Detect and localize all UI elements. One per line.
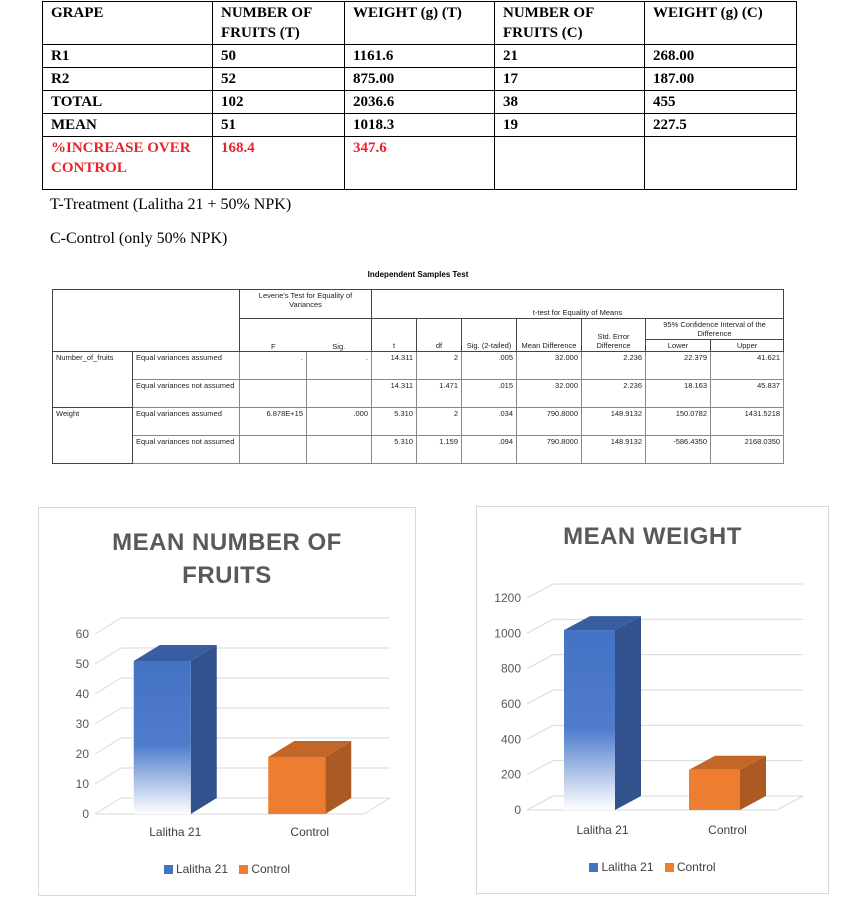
table-cell: 5.310 xyxy=(372,408,417,436)
table-cell: 18.163 xyxy=(646,380,711,408)
grape-table xyxy=(42,1,797,190)
bar xyxy=(689,770,740,810)
col-header: df xyxy=(417,319,462,352)
legend-swatch xyxy=(589,863,598,872)
col-header: Sig. xyxy=(332,342,346,351)
table-cell: . xyxy=(240,352,307,380)
x-tick-label: Control xyxy=(290,825,330,839)
table-cell: . xyxy=(307,352,372,380)
row-label: Equal variances not assumed xyxy=(133,436,240,464)
table-cell: 2 xyxy=(417,408,462,436)
grid-line-diagonal xyxy=(527,690,553,704)
chart-title: MEAN WEIGHT xyxy=(563,523,742,550)
table-cell: 50 xyxy=(213,45,345,68)
bar-side xyxy=(191,645,217,814)
table-cell: 455 xyxy=(645,91,797,114)
group-label: Weight xyxy=(53,408,133,464)
table-cell: 268.00 xyxy=(645,45,797,68)
table-cell xyxy=(645,137,797,190)
table-cell: 21 xyxy=(495,45,645,68)
x-tick-label: Control xyxy=(708,823,747,837)
table-cell: 41.621 xyxy=(711,352,784,380)
col-header: Upper xyxy=(711,340,784,352)
table-cell xyxy=(495,137,645,190)
col-header: Std. Error Difference xyxy=(582,319,646,352)
table-cell: .005 xyxy=(462,352,517,380)
increase-row xyxy=(43,137,797,190)
x-tick-label: Lalitha 21 xyxy=(576,823,629,837)
table-cell: .094 xyxy=(462,436,517,464)
table-cell: 2168.0350 xyxy=(711,436,784,464)
control-note: C-Control (only 50% NPK) xyxy=(50,230,228,247)
independent-samples-test-table xyxy=(52,289,784,464)
y-tick-label: 50 xyxy=(75,657,89,671)
table-cell: 1.471 xyxy=(417,380,462,408)
table-row xyxy=(43,114,797,137)
table-cell: 32.000 xyxy=(517,380,582,408)
chart-legend xyxy=(477,860,828,874)
table-cell: 790.8000 xyxy=(517,408,582,436)
col-header: t xyxy=(372,319,417,352)
y-tick-label: 30 xyxy=(75,717,89,731)
col-header: F xyxy=(270,342,276,351)
table-cell: 227.5 xyxy=(645,114,797,137)
table-cell: MEAN xyxy=(43,114,213,137)
table-cell: 2.236 xyxy=(582,352,646,380)
bar xyxy=(134,661,191,814)
col-header: Mean Difference xyxy=(517,319,582,352)
legend-label: Lalitha 21 xyxy=(601,860,654,874)
table-row xyxy=(53,408,784,436)
y-tick-label: 40 xyxy=(75,687,89,701)
legend-swatch xyxy=(164,865,173,874)
table-cell: 17 xyxy=(495,68,645,91)
x-tick-label: Lalitha 21 xyxy=(149,825,202,839)
col-header: Lower xyxy=(646,340,711,352)
table-cell: 2 xyxy=(417,352,462,380)
table-cell: 148.9132 xyxy=(582,436,646,464)
table-cell: 19 xyxy=(495,114,645,137)
y-tick-label: 800 xyxy=(500,661,521,676)
grid-line-diagonal xyxy=(95,648,121,664)
table-cell: 6.878E+15 xyxy=(240,408,307,436)
legend-label: Control xyxy=(676,860,716,874)
increase-value: 168.4 xyxy=(213,137,345,190)
floor-line xyxy=(364,798,390,814)
table-cell: 14.311 xyxy=(372,380,417,408)
grid-line-diagonal xyxy=(95,618,121,634)
table-header-row xyxy=(43,2,797,45)
bar-side xyxy=(615,616,641,810)
table-cell: 52 xyxy=(213,68,345,91)
table-cell: R1 xyxy=(43,45,213,68)
treatment-note: T-Treatment (Lalitha 21 + 50% NPK) xyxy=(50,196,292,213)
table-cell: R2 xyxy=(43,68,213,91)
chart-legend xyxy=(39,862,415,876)
levene-header: Levene's Test for Equality of Variances xyxy=(240,290,372,319)
floor-line xyxy=(777,796,803,810)
legend-item xyxy=(164,862,228,876)
grid-line-diagonal xyxy=(527,655,553,669)
row-label: Equal variances assumed xyxy=(133,408,240,436)
y-tick-label: 0 xyxy=(82,807,89,821)
table-cell: .015 xyxy=(462,380,517,408)
table-cell: 790.8000 xyxy=(517,436,582,464)
ttest-header: t-test for Equality of Means xyxy=(372,290,784,319)
y-tick-label: 60 xyxy=(75,627,89,641)
table-row xyxy=(53,380,784,408)
grid-line-diagonal xyxy=(95,678,121,694)
table-cell: -586.4350 xyxy=(646,436,711,464)
table-cell: 2036.6 xyxy=(345,91,495,114)
y-tick-label: 200 xyxy=(500,767,521,782)
header-cell: NUMBER OF FRUITS (C) xyxy=(495,2,645,45)
col-header: Sig. (2-tailed) xyxy=(462,319,517,352)
spss-corner xyxy=(53,290,240,352)
mean-weight-plot xyxy=(477,507,828,893)
chart-title: MEAN NUMBER OF FRUITS xyxy=(112,529,342,589)
grid-line-diagonal xyxy=(527,725,553,739)
table-cell: 1.159 xyxy=(417,436,462,464)
spss-title: Independent Samples Test xyxy=(367,270,469,279)
legend-swatch xyxy=(239,865,248,874)
table-row xyxy=(43,91,797,114)
table-cell: 102 xyxy=(213,91,345,114)
table-cell: 148.9132 xyxy=(582,408,646,436)
y-tick-label: 20 xyxy=(75,747,89,761)
table-cell xyxy=(240,436,307,464)
legend-label: Control xyxy=(251,862,291,876)
row-label: Equal variances assumed xyxy=(133,352,240,380)
y-tick-label: 1000 xyxy=(494,626,521,641)
table-cell: 1018.3 xyxy=(345,114,495,137)
table-cell: 5.310 xyxy=(372,436,417,464)
row-label: Equal variances not assumed xyxy=(133,380,240,408)
table-cell: 875.00 xyxy=(345,68,495,91)
header-cell: GRAPE xyxy=(43,2,213,45)
table-cell: 1431.5218 xyxy=(711,408,784,436)
grid-line-diagonal xyxy=(527,584,553,598)
table-cell: 22.379 xyxy=(646,352,711,380)
table-row xyxy=(43,68,797,91)
table-row xyxy=(43,45,797,68)
bar xyxy=(268,757,325,814)
mean-weight-chart xyxy=(476,506,829,894)
table-row xyxy=(53,352,784,380)
header-cell: NUMBER OF FRUITS (T) xyxy=(213,2,345,45)
y-tick-label: 1200 xyxy=(494,591,521,605)
legend-swatch xyxy=(665,863,674,872)
legend-label: Lalitha 21 xyxy=(175,862,228,876)
table-cell xyxy=(307,436,372,464)
table-cell xyxy=(307,380,372,408)
grid-line-diagonal xyxy=(527,619,553,633)
grid-line-diagonal xyxy=(527,761,553,775)
table-cell: 38 xyxy=(495,91,645,114)
table-cell: 51 xyxy=(213,114,345,137)
table-cell: 187.00 xyxy=(645,68,797,91)
y-tick-label: 0 xyxy=(514,803,521,817)
table-cell: .034 xyxy=(462,408,517,436)
y-tick-label: 400 xyxy=(500,732,521,747)
table-cell: 45.837 xyxy=(711,380,784,408)
legend-item xyxy=(665,860,716,874)
grid-line-diagonal xyxy=(95,768,121,784)
grid-line-diagonal xyxy=(95,738,121,754)
ci-header: 95% Confidence Interval of the Difference xyxy=(646,319,784,340)
group-label: Number_of_fruits xyxy=(53,352,133,408)
grid-line-diagonal xyxy=(527,796,553,810)
increase-label: %INCREASE OVER CONTROL xyxy=(43,137,213,190)
table-cell: .000 xyxy=(307,408,372,436)
table-cell: 14.311 xyxy=(372,352,417,380)
header-cell: WEIGHT (g) (C) xyxy=(645,2,797,45)
legend-item xyxy=(589,860,653,874)
y-tick-label: 10 xyxy=(75,777,89,791)
increase-value: 347.6 xyxy=(345,137,495,190)
table-cell: 150.0782 xyxy=(646,408,711,436)
table-cell xyxy=(240,380,307,408)
table-cell: 32.000 xyxy=(517,352,582,380)
table-row xyxy=(53,436,784,464)
bar xyxy=(564,630,615,810)
legend-item xyxy=(239,862,290,876)
mean-fruits-plot xyxy=(39,508,415,895)
grid-line-diagonal xyxy=(95,798,121,814)
table-cell: 2.236 xyxy=(582,380,646,408)
table-cell: TOTAL xyxy=(43,91,213,114)
mean-fruits-chart xyxy=(38,507,416,896)
y-tick-label: 600 xyxy=(500,697,521,711)
grid-line-diagonal xyxy=(95,708,121,724)
header-cell: WEIGHT (g) (T) xyxy=(345,2,495,45)
table-cell: 1161.6 xyxy=(345,45,495,68)
